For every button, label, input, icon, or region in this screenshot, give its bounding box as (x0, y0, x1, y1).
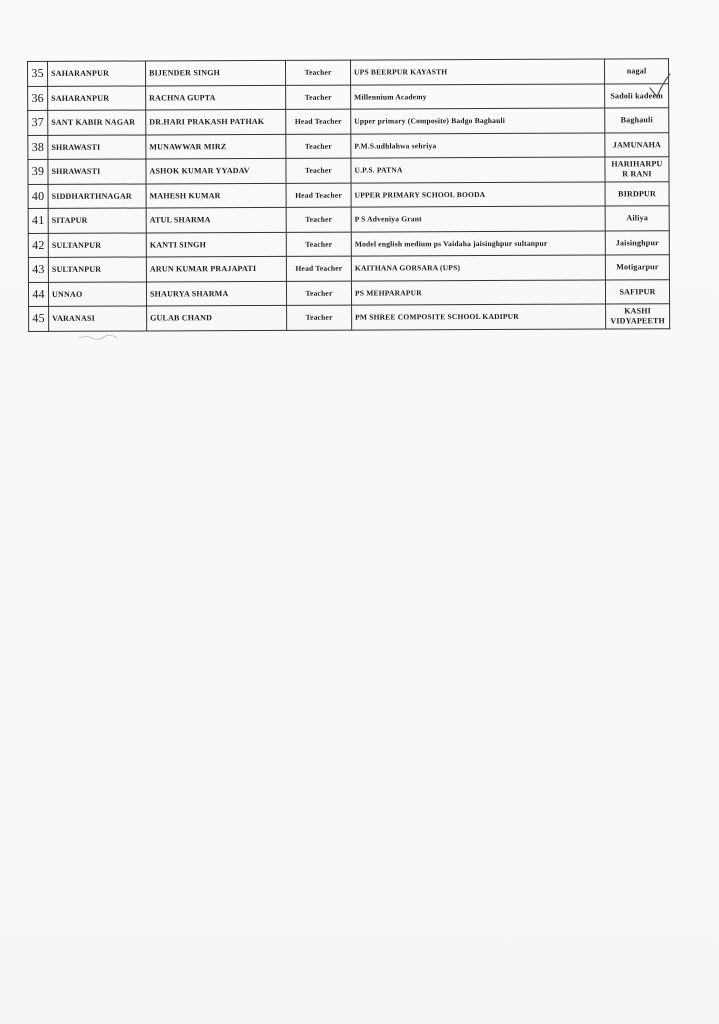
table-row (28, 108, 669, 135)
teacher-name-cell: GULAB CHAND (147, 305, 287, 330)
table-row (28, 132, 669, 159)
school-cell: UPPER PRIMARY SCHOOL BOODA (351, 181, 605, 207)
district-cell: SIDDHARTHNAGAR (48, 183, 146, 208)
block-cell: JAMUNAHA (605, 132, 669, 157)
block-cell: KASHI VIDYAPEETH (606, 304, 670, 329)
district-cell: SHRAWASTI (48, 134, 146, 159)
teacher-name-cell: DR.HARI PRAKASH PATHAK (146, 109, 286, 134)
designation-cell: Head Teacher (286, 109, 351, 134)
block-cell: SAFIPUR (605, 279, 669, 304)
district-cell: SAHARANPUR (48, 61, 146, 86)
table-row (28, 206, 669, 233)
table-row (28, 255, 669, 282)
teacher-name-cell: RACHNA GUPTA (146, 85, 286, 110)
school-cell: KAITHANA GORSARA (UPS) (351, 255, 605, 281)
teacher-name-cell: MAHESH KUMAR (146, 183, 286, 208)
table-row (28, 181, 669, 208)
district-cell: VARANASI (49, 306, 147, 331)
serial-number: 37 (28, 110, 48, 135)
teacher-name-cell: SHAURYA SHARMA (146, 281, 286, 306)
school-cell: PM SHREE COMPOSITE SCHOOL KADIPUR (352, 304, 606, 330)
designation-cell: Teacher (286, 207, 351, 232)
district-cell: SHRAWASTI (48, 159, 146, 184)
designation-cell: Head Teacher (286, 256, 351, 281)
designation-cell: Teacher (287, 305, 352, 330)
district-cell: SITAPUR (48, 208, 146, 233)
designation-cell: Teacher (286, 158, 351, 183)
serial-number: 44 (28, 282, 48, 307)
block-cell: Motigarpur (605, 255, 669, 280)
school-cell: Model english medium ps Vaidaha jaisinghpur sultanpur (351, 230, 605, 256)
serial-number: 43 (28, 257, 48, 282)
teacher-name-cell: MUNAWWAR MIRZ (146, 134, 286, 159)
teacher-name-cell: KANTI SINGH (146, 232, 286, 257)
designation-cell: Teacher (286, 232, 351, 257)
block-cell: Baghauli (605, 108, 669, 133)
serial-number: 45 (29, 306, 49, 331)
teacher-list-table (27, 58, 670, 331)
school-cell: P.M.S.udhlahwa sehriya (351, 132, 605, 158)
serial-number: 41 (28, 208, 48, 233)
school-cell: UPS BEERPUR KAYASTH (350, 59, 604, 85)
block-cell: Ailiya (605, 206, 669, 231)
district-cell: SAHARANPUR (48, 85, 146, 110)
table-row (28, 83, 669, 110)
designation-cell: Teacher (285, 60, 350, 85)
school-cell: U.P.S. PATNA (351, 157, 605, 183)
designation-cell: Head Teacher (286, 183, 351, 208)
district-cell: SANT KABIR NAGAR (48, 110, 146, 135)
school-cell: Upper primary (Composite) Badgo Baghauli (351, 108, 605, 134)
block-cell: Jaisinghpur (605, 230, 669, 255)
school-cell: P S Adveniya Grant (351, 206, 605, 232)
table-row (29, 304, 670, 331)
district-cell: UNNAO (48, 281, 146, 306)
block-cell: nagal (604, 59, 668, 84)
serial-number: 39 (28, 159, 48, 184)
teacher-name-cell: ATUL SHARMA (146, 207, 286, 232)
designation-cell: Teacher (286, 134, 351, 159)
serial-number: 36 (28, 86, 48, 111)
table-row (28, 230, 669, 257)
district-cell: SULTANPUR (48, 257, 146, 282)
teacher-name-cell: ASHOK KUMAR YYADAV (146, 158, 286, 183)
teacher-name-cell: BIJENDER SINGH (146, 60, 286, 85)
table-row (28, 157, 669, 184)
checkmark-icon (648, 72, 672, 100)
block-cell: Sadoli kadeem (605, 83, 669, 108)
serial-number: 38 (28, 135, 48, 160)
table-row (28, 279, 669, 306)
block-cell: HARIHARPU R RANI (605, 157, 669, 182)
table-row (28, 59, 669, 86)
serial-number: 35 (28, 61, 48, 86)
serial-number: 40 (28, 184, 48, 209)
district-cell: SULTANPUR (48, 232, 146, 257)
designation-cell: Teacher (286, 281, 351, 306)
block-cell: BIRDPUR (605, 181, 669, 206)
school-cell: PS MEHPARAPUR (351, 279, 605, 305)
school-cell: Millennium Academy (351, 83, 605, 109)
pen-scribble-icon (78, 333, 118, 341)
serial-number: 42 (28, 233, 48, 258)
designation-cell: Teacher (286, 85, 351, 110)
teacher-name-cell: ARUN KUMAR PRAJAPATI (146, 256, 286, 281)
